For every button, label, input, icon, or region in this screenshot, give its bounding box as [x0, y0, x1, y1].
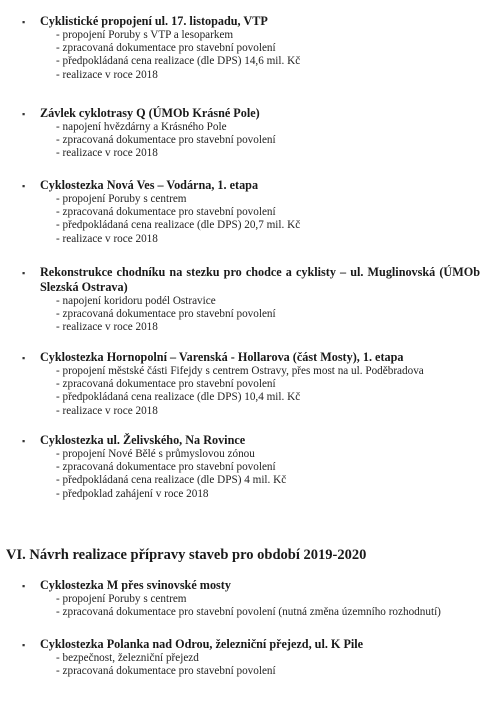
project-title: Cyklostezka M přes svinovské mosty: [40, 578, 231, 592]
project-details: [56, 121, 482, 161]
project-item: [22, 106, 482, 161]
project-item: [22, 578, 482, 619]
project-details: [56, 652, 482, 678]
detail-line: - realizace v roce 2018: [56, 68, 158, 81]
bullet-icon: ▪: [22, 17, 26, 27]
detail-line: - propojení Poruby s centrem: [56, 593, 187, 605]
detail-line: - realizace v roce 2018: [56, 232, 158, 245]
detail-line: - předpokládaná cena realizace (dle DPS) 20,7 mil. Kč: [56, 219, 301, 232]
project-item: [22, 637, 482, 678]
bullet-icon: ▪: [22, 581, 26, 591]
detail-line: - předpokládaná cena realizace (dle DPS) 4 mil. Kč: [56, 474, 287, 487]
detail-line: - zpracovaná dokumentace pro stavební povolení: [56, 134, 276, 147]
project-title: Cyklistické propojení ul. 17. listopadu, VTP: [40, 14, 268, 28]
project-title: Cyklostezka ul. Želivského, Na Rovince: [40, 433, 246, 447]
project-title: Cyklostezka Nová Ves – Vodárna, 1. etapa: [40, 178, 259, 192]
detail-line: - realizace v roce 2018: [56, 147, 158, 160]
detail-line: - propojení Poruby s VTP a lesoparkem: [56, 29, 234, 41]
project-details: [56, 29, 482, 82]
project-item: [22, 178, 482, 246]
detail-line: - předpokládaná cena realizace (dle DPS) 14,6 mil. Kč: [56, 55, 301, 68]
detail-line: - realizace v roce 2018: [56, 321, 158, 334]
detail-line: - předpokládaná cena realizace (dle DPS) 10,4 mil. Kč: [56, 391, 301, 404]
detail-line: - propojení Nové Bělé s průmyslovou zónou: [56, 448, 255, 460]
detail-line: - předpoklad zahájení v roce 2018: [56, 487, 209, 500]
bullet-icon: ▪: [22, 268, 26, 278]
project-title: Závlek cyklotrasy Q (ÚMOb Krásné Pole): [40, 106, 260, 120]
project-item: [22, 350, 482, 418]
detail-line: - propojení Poruby s centrem: [56, 193, 187, 205]
project-title: Cyklostezka Polanka nad Odrou, železniční přejezd, ul. K Pile: [40, 637, 364, 651]
project-item: [22, 14, 482, 82]
bullet-icon: ▪: [22, 181, 26, 191]
detail-line: - zpracovaná dokumentace pro stavební povolení: [56, 42, 276, 55]
project-item: [22, 265, 482, 335]
detail-line: - propojení městské části Fifejdy s centrem Ostravy, přes most na ul. Poděbradova: [56, 365, 424, 377]
detail-line: - zpracovaná dokumentace pro stavební povolení (nutná změna územního rozhodnutí): [56, 606, 441, 619]
detail-line: - zpracovaná dokumentace pro stavební povolení: [56, 665, 276, 678]
project-details: [56, 365, 482, 418]
detail-line: - bezpečnost, železniční přejezd: [56, 652, 199, 664]
project-title: Cyklostezka Hornopolní – Varenská - Hollarova (část Mosty), 1. etapa: [40, 350, 404, 364]
project-details: [56, 448, 482, 501]
detail-line: - napojení koridoru podél Ostravice: [56, 295, 216, 307]
detail-line: - realizace v roce 2018: [56, 404, 158, 417]
bullet-icon: ▪: [22, 436, 26, 446]
detail-line: - zpracovaná dokumentace pro stavební povolení: [56, 378, 276, 391]
project-title: Rekonstrukce chodníku na stezku pro chodce a cyklisty – ul. Muglinovská (ÚMOb Slezská Ostrava): [40, 265, 480, 294]
project-item: [22, 433, 482, 501]
detail-line: - zpracovaná dokumentace pro stavební povolení: [56, 461, 276, 474]
bullet-icon: ▪: [22, 109, 26, 119]
bullet-icon: ▪: [22, 353, 26, 363]
bullet-icon: ▪: [22, 640, 26, 650]
project-details: [56, 593, 482, 619]
section-heading: VI. Návrh realizace přípravy staveb pro období 2019-2020: [6, 547, 367, 563]
detail-line: - zpracovaná dokumentace pro stavební povolení: [56, 308, 276, 321]
project-details: [56, 295, 482, 335]
detail-line: - zpracovaná dokumentace pro stavební povolení: [56, 206, 276, 219]
detail-line: - napojení hvězdárny a Krásného Pole: [56, 121, 227, 133]
project-details: [56, 193, 482, 246]
